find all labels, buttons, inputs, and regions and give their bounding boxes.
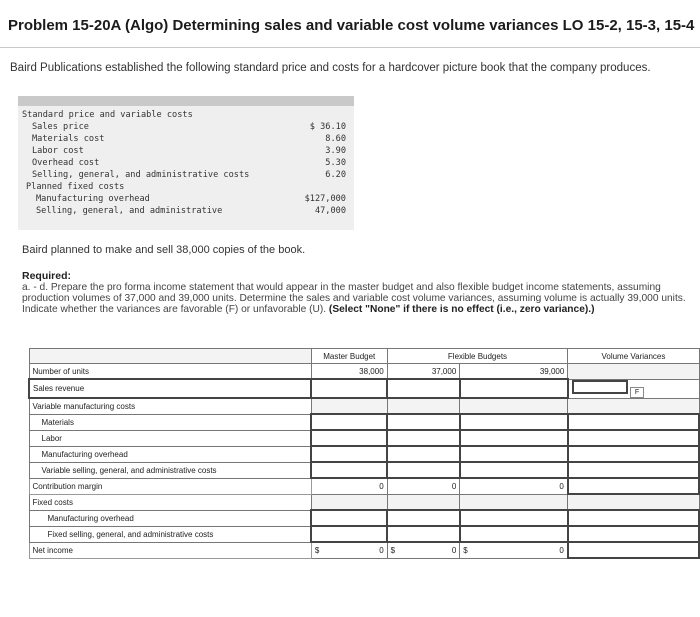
standards-panel	[18, 106, 354, 230]
table-row	[29, 446, 699, 462]
master-fixed-sga-input[interactable]	[311, 526, 387, 542]
mfg-overhead-row-label: Manufacturing overhead	[29, 446, 311, 462]
labor-row-label: Labor	[29, 430, 311, 446]
flex1-var-sga-input[interactable]	[387, 462, 460, 478]
intro-text: Baird Publications established the following standard price and costs for a hardcover picture book that the company produces.	[10, 62, 651, 74]
fixed-costs-label: Fixed costs	[29, 494, 311, 510]
fixed-costs-heading: Planned fixed costs	[26, 182, 125, 192]
table-row	[29, 494, 699, 510]
standards-heading: Standard price and variable costs	[22, 110, 193, 120]
fixed-sga-label: Selling, general, and administrative	[36, 206, 223, 216]
mfg-oh-variance-input[interactable]	[568, 446, 699, 462]
overhead-value: 5.30	[325, 158, 346, 168]
table-row	[29, 414, 699, 430]
flex2-fixed-sga-input[interactable]	[460, 526, 568, 542]
blank-cell	[568, 494, 699, 510]
blank-cell	[460, 494, 568, 510]
flex1-mfg-oh-input[interactable]	[387, 446, 460, 462]
var-mfg-costs-label: Variable manufacturing costs	[29, 398, 311, 414]
header-blank	[29, 349, 311, 364]
materials-variance-input[interactable]	[568, 414, 699, 430]
sales-variance-input[interactable]	[572, 380, 628, 394]
master-net-income	[311, 542, 387, 558]
flex2-fixed-mfg-oh-input[interactable]	[460, 510, 568, 526]
flex1-fixed-sga-input[interactable]	[387, 526, 460, 542]
flex1-materials-input[interactable]	[387, 414, 460, 430]
flex1-sales-input[interactable]	[387, 379, 460, 398]
fixed-sga-value: 47,000	[314, 206, 346, 216]
required-body: a. - d. Prepare the pro forma income statement that would appear in the master budget and also flexible budget income statements, assuming production volumes of 37,000 and 39,000 units. Determine the sales and variable cost volume variances, assuming volume is actually 39,000 units. Indicate whether the variances are favorable (F) or unfavorable (U).	[22, 282, 686, 315]
materials-value: 8.60	[325, 134, 346, 144]
col-master-budget: Master Budget	[311, 349, 387, 364]
required-note: (Select "None" if there is no effect (i.e., zero variance).)	[328, 304, 595, 315]
master-fixed-mfg-oh-input[interactable]	[311, 510, 387, 526]
master-materials-input[interactable]	[311, 414, 387, 430]
flex1-cm-value: 0	[387, 478, 460, 494]
master-cm-value: 0	[311, 478, 387, 494]
problem-title: Problem 15-20A (Algo) Determining sales and variable cost volume variances LO 15-2, 15-3, 15-4	[8, 17, 695, 34]
units-label: Number of units	[29, 364, 311, 380]
contribution-margin-label: Contribution margin	[29, 478, 311, 494]
master-sales-input[interactable]	[311, 379, 387, 398]
required-instructions	[22, 282, 696, 315]
materials-label: Materials cost	[32, 134, 105, 144]
master-labor-input[interactable]	[311, 430, 387, 446]
flex2-net-income	[460, 542, 568, 558]
net-income-label: Net income	[29, 542, 311, 558]
master-var-sga-input[interactable]	[311, 462, 387, 478]
income-statement-table	[28, 348, 700, 559]
sales-price-label: Sales price	[32, 122, 89, 132]
table-row	[29, 478, 699, 494]
labor-label: Labor cost	[32, 146, 84, 156]
flex2-units: 39,000	[460, 364, 568, 380]
sales-variance-cell	[568, 379, 699, 398]
var-sga-row-label: Variable selling, general, and administrative costs	[29, 462, 311, 478]
flex1-fixed-mfg-oh-input[interactable]	[387, 510, 460, 526]
table-row	[29, 462, 699, 478]
blank-cell	[387, 398, 460, 414]
fixed-mfg-oh-label: Manufacturing overhead	[36, 194, 150, 204]
sales-variance-select[interactable]: F	[630, 387, 644, 398]
standards-header-bar	[18, 96, 354, 106]
flex2-materials-input[interactable]	[460, 414, 568, 430]
blank-cell	[460, 398, 568, 414]
fixed-mfg-oh-variance-input[interactable]	[568, 510, 699, 526]
table-row	[29, 364, 699, 380]
flex1-net-income	[387, 542, 460, 558]
table-row	[29, 542, 699, 558]
blank-cell	[311, 398, 387, 414]
sga-label: Selling, general, and administrative costs	[32, 170, 250, 180]
labor-value: 3.90	[325, 146, 346, 156]
ni-variance-input[interactable]	[568, 542, 699, 558]
fixed-mfg-oh-row-label: Manufacturing overhead	[29, 510, 311, 526]
blank-cell	[568, 398, 699, 414]
title-divider	[0, 47, 700, 48]
blank-cell	[387, 494, 460, 510]
dollar-sign: $	[314, 545, 320, 555]
plan-text: Baird planned to make and sell 38,000 copies of the book.	[22, 244, 306, 256]
dollar-sign: $	[463, 545, 468, 555]
table-row	[29, 510, 699, 526]
blank-cell	[311, 494, 387, 510]
master-units: 38,000	[311, 364, 387, 380]
overhead-label: Overhead cost	[32, 158, 100, 168]
master-mfg-oh-input[interactable]	[311, 446, 387, 462]
var-sga-variance-input[interactable]	[568, 462, 699, 478]
sga-value: 6.20	[325, 170, 346, 180]
labor-variance-input[interactable]	[568, 430, 699, 446]
flex2-var-sga-input[interactable]	[460, 462, 568, 478]
materials-row-label: Materials	[29, 414, 311, 430]
flex1-ni-value: 0	[451, 545, 457, 555]
flex2-labor-input[interactable]	[460, 430, 568, 446]
table-row	[29, 430, 699, 446]
flex2-ni-value: 0	[559, 545, 564, 555]
table-row	[29, 526, 699, 542]
table-row	[29, 398, 699, 414]
cm-variance-input[interactable]	[568, 478, 699, 494]
sales-revenue-label[interactable]: Sales revenue	[29, 379, 311, 398]
sales-price-value: $ 36.10	[309, 122, 346, 132]
col-volume-variances: Volume Variances	[568, 349, 699, 364]
flex2-cm-value: 0	[460, 478, 568, 494]
units-variance-blank	[568, 364, 699, 380]
master-ni-value: 0	[379, 545, 384, 555]
required-heading: Required:	[22, 270, 72, 282]
fixed-mfg-oh-value: $127,000	[304, 194, 346, 204]
flex2-mfg-oh-input[interactable]	[460, 446, 568, 462]
table-row	[29, 379, 699, 398]
fixed-sga-row-label: Fixed selling, general, and administrative costs	[29, 526, 311, 542]
flex2-sales-input[interactable]	[460, 379, 568, 398]
col-flexible-budgets: Flexible Budgets	[387, 349, 568, 364]
dollar-sign: $	[390, 545, 396, 555]
fixed-sga-variance-input[interactable]	[568, 526, 699, 542]
flex1-units: 37,000	[387, 364, 460, 380]
flex1-labor-input[interactable]	[387, 430, 460, 446]
